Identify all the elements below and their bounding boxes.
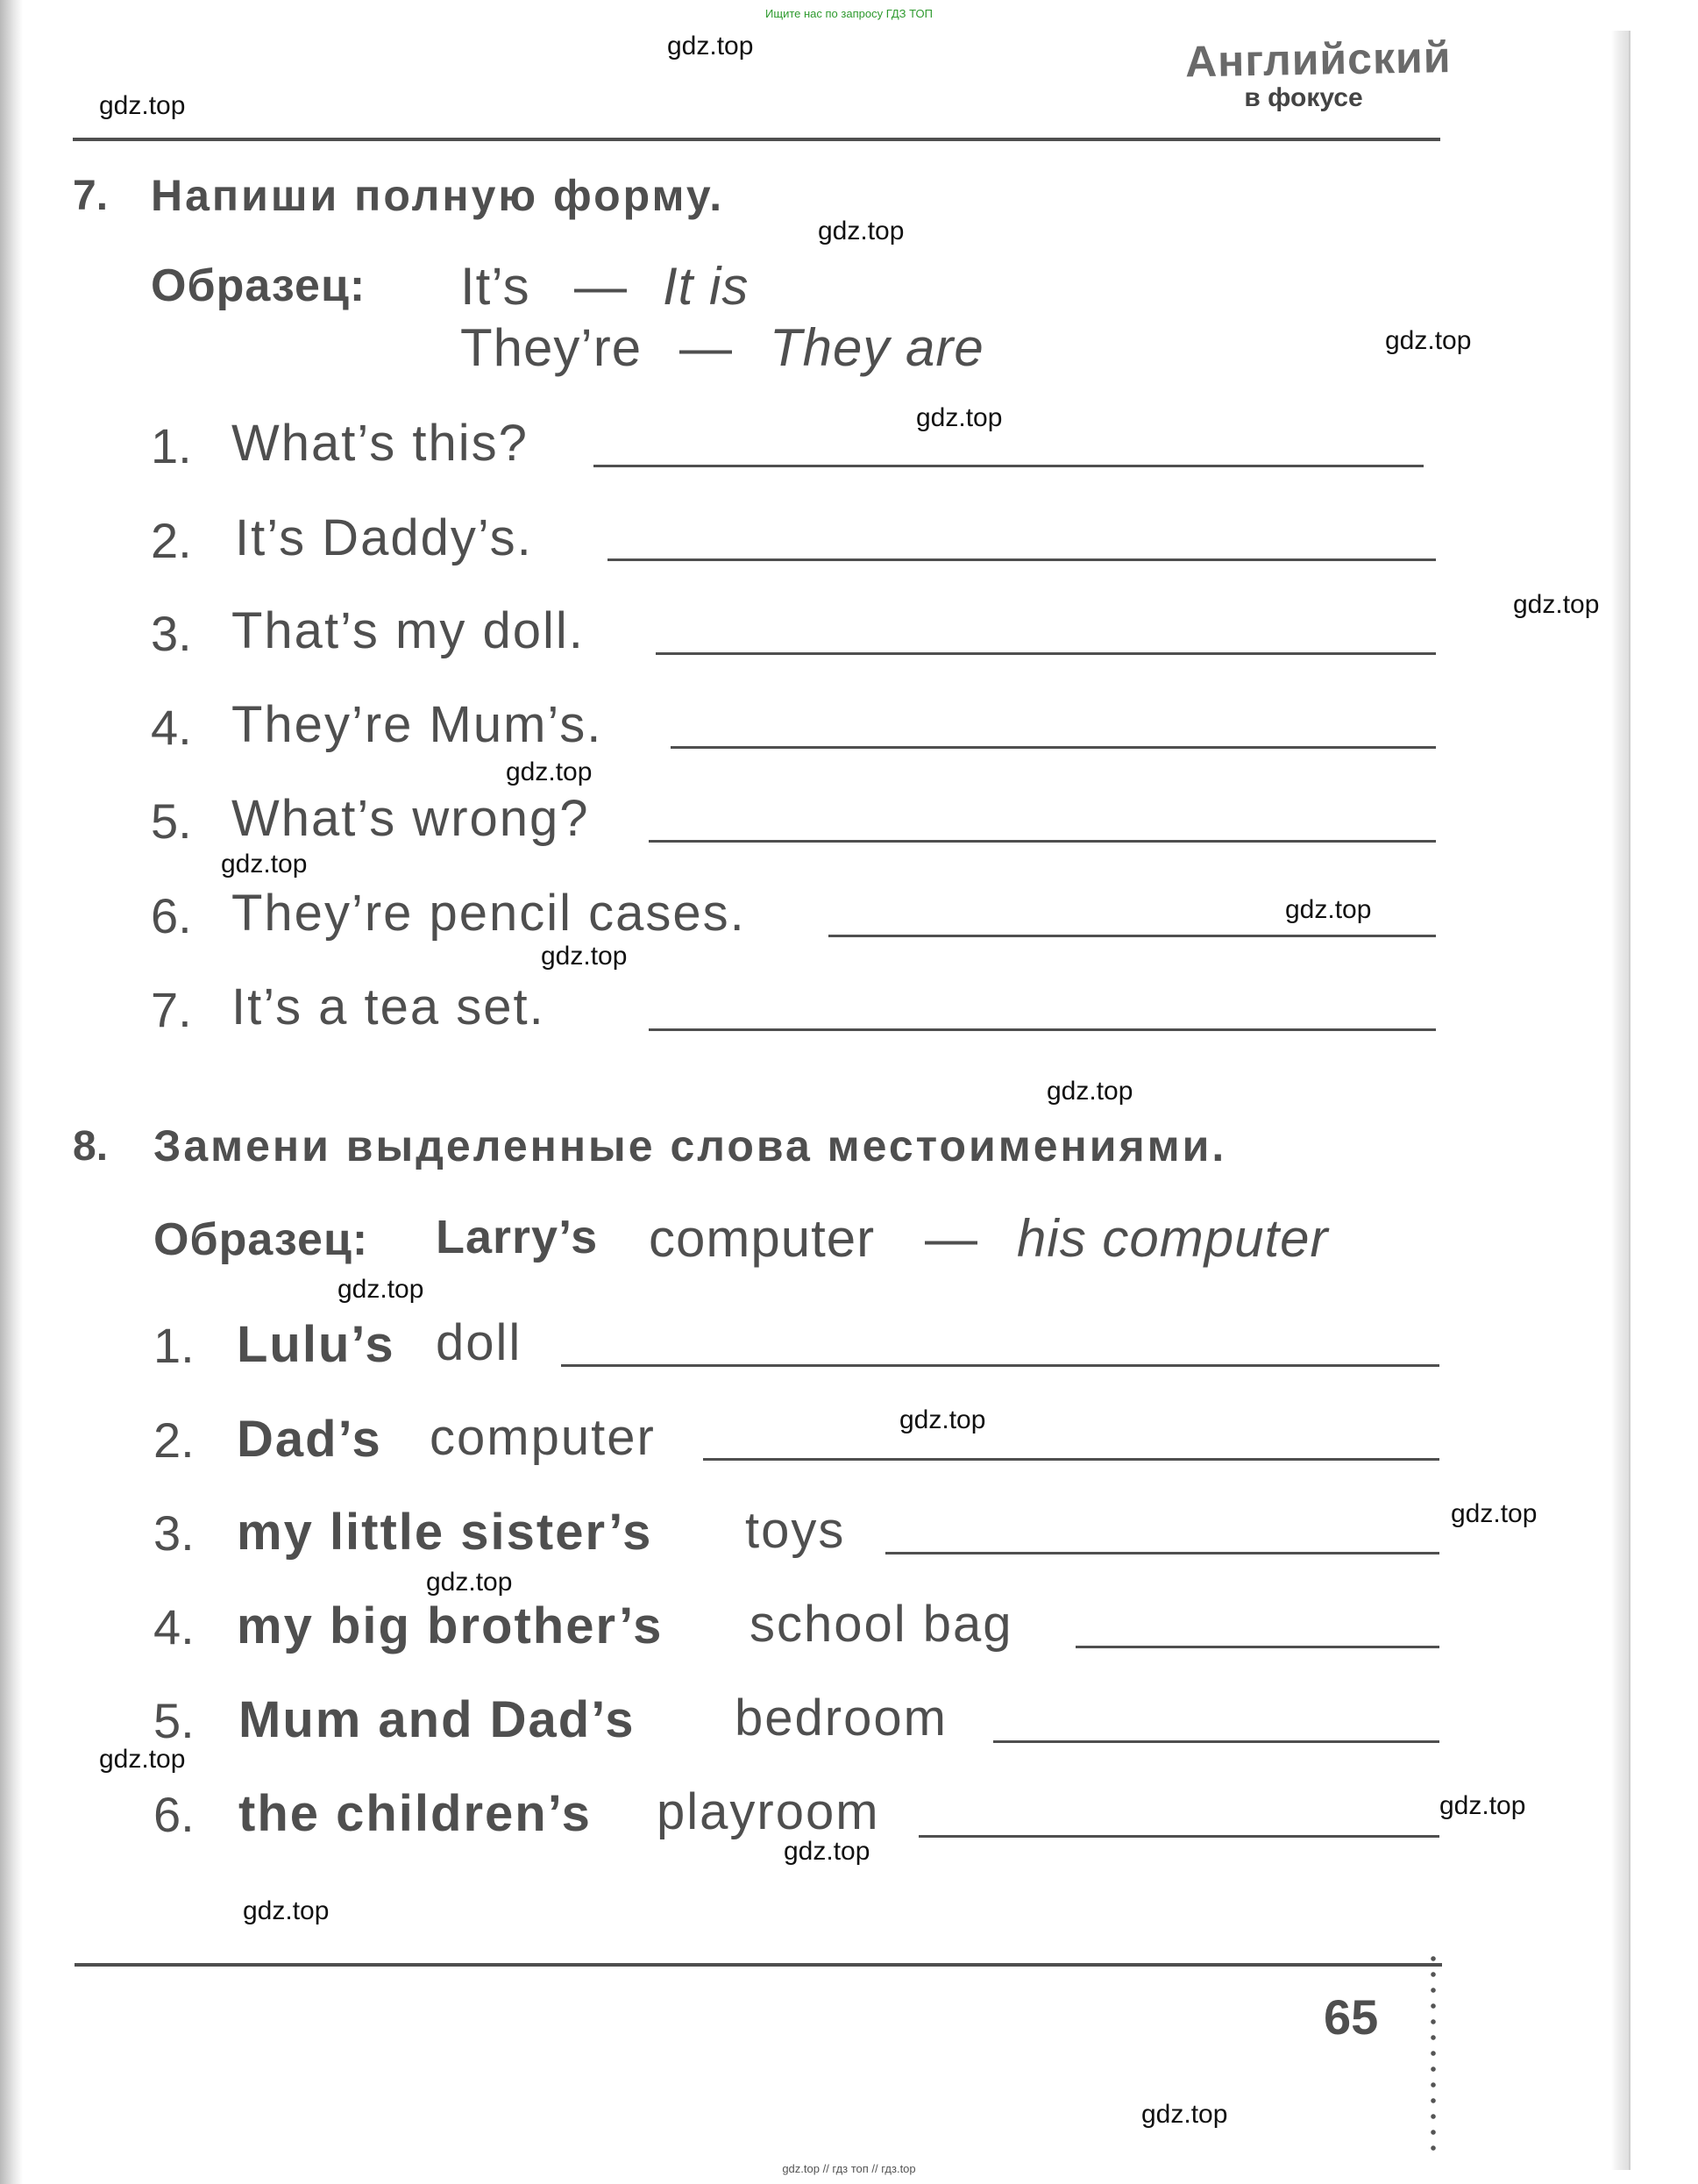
watermark: gdz.top <box>221 850 308 879</box>
ex7-item-1-text: What’s this? <box>231 415 529 472</box>
ex7-item-2-number: 2. <box>151 513 192 568</box>
ex7-item-2-answer-line[interactable] <box>607 558 1436 561</box>
watermark: gdz.top <box>99 1745 186 1774</box>
top-banner: Ищите нас по запросу ГДЗ ТОП <box>765 7 933 20</box>
ex8-item-2-number: 2. <box>153 1412 195 1468</box>
ex7-item-4-number: 4. <box>151 700 192 755</box>
sample-line-1-short: It’s <box>460 257 530 316</box>
logo-title: Английский <box>1184 32 1452 87</box>
exercise-8-sample-answer: his computer <box>1017 1209 1329 1268</box>
exercise-8-title: Замени выделенные слова местоимениями. <box>153 1121 1227 1170</box>
ex8-item-6-number: 6. <box>153 1787 195 1842</box>
ex8-item-5-number: 5. <box>153 1693 195 1748</box>
ex7-item-7-text: It’s a tea set. <box>231 978 545 1035</box>
exercise-7-number: 7. <box>73 173 109 219</box>
ex8-item-1-number: 1. <box>153 1318 195 1373</box>
ex8-item-1-answer-line[interactable] <box>561 1364 1439 1367</box>
watermark: gdz.top <box>1439 1791 1526 1820</box>
ex8-item-1-rest: doll <box>436 1314 522 1371</box>
exercise-7-sample-label: Образец: <box>151 260 366 311</box>
ex7-item-2-text: It’s Daddy’s. <box>235 509 533 566</box>
ex8-item-6-rest: playroom <box>657 1783 880 1840</box>
ex7-item-6-answer-line[interactable] <box>828 935 1436 937</box>
watermark: gdz.top <box>1141 2100 1228 2129</box>
page-number: 65 <box>1324 1989 1379 2045</box>
ex7-item-1-answer-line[interactable] <box>593 465 1424 467</box>
ex8-item-6-bold: the children’s <box>238 1785 592 1842</box>
ex7-item-1-number: 1. <box>151 418 192 473</box>
ex7-item-4-answer-line[interactable] <box>671 746 1436 749</box>
ex8-item-3-bold: my little sister’s <box>237 1504 653 1561</box>
watermark: gdz.top <box>899 1405 986 1434</box>
ex8-item-1-bold: Lulu’s <box>237 1316 395 1373</box>
ex8-item-2-bold: Dad’s <box>237 1411 382 1468</box>
ex8-item-5-rest: bedroom <box>735 1690 948 1746</box>
ex7-item-6-text: They’re pencil cases. <box>231 885 746 942</box>
watermark: gdz.top <box>243 1896 330 1925</box>
exercise-8-sample-rest: computer <box>649 1209 876 1268</box>
book-logo <box>1184 32 1452 123</box>
ex7-item-5-answer-line[interactable] <box>649 840 1436 843</box>
watermark: gdz.top <box>784 1837 870 1866</box>
ex7-item-4-text: They’re Mum’s. <box>231 696 603 753</box>
ex8-item-5-bold: Mum and Dad’s <box>238 1691 636 1748</box>
ex7-item-7-answer-line[interactable] <box>649 1028 1436 1031</box>
exercise-8-sample-dash: — <box>925 1209 978 1268</box>
header-rule <box>73 138 1440 141</box>
sample-line-2-full: They are <box>770 318 984 377</box>
watermark: gdz.top <box>667 32 754 60</box>
ex8-item-3-number: 3. <box>153 1505 195 1561</box>
ex8-item-6-answer-line[interactable] <box>919 1835 1439 1838</box>
watermark: gdz.top <box>1513 590 1600 619</box>
watermark: gdz.top <box>1451 1499 1538 1528</box>
ex8-item-4-number: 4. <box>153 1599 195 1654</box>
ex7-item-3-number: 3. <box>151 606 192 661</box>
page-edge-dots <box>1429 1951 1438 2161</box>
ex7-item-3-answer-line[interactable] <box>656 652 1436 655</box>
exercise-8-sample-bold: Larry’s <box>436 1211 599 1263</box>
bottom-banner: gdz.top // гдз топ // гдз.top <box>782 2162 916 2175</box>
exercise-8-sample-label: Образец: <box>153 1214 369 1265</box>
footer-rule <box>75 1963 1442 1967</box>
exercise-7-title: Напиши полную форму. <box>151 171 725 220</box>
ex8-item-4-rest: school bag <box>750 1596 1013 1653</box>
sample-line-1-full: It is <box>663 257 750 316</box>
watermark: gdz.top <box>506 758 593 786</box>
ex7-item-5-number: 5. <box>151 793 192 849</box>
exercise-8-number: 8. <box>73 1123 109 1170</box>
watermark: gdz.top <box>337 1275 424 1304</box>
ex8-item-4-bold: my big brother’s <box>237 1597 664 1654</box>
ex7-item-6-number: 6. <box>151 888 192 943</box>
watermark: gdz.top <box>1385 326 1472 355</box>
watermark: gdz.top <box>1047 1077 1133 1106</box>
ex7-item-5-text: What’s wrong? <box>231 790 590 847</box>
ex8-item-3-rest: toys <box>745 1502 846 1559</box>
watermark: gdz.top <box>426 1568 513 1597</box>
sample-line-2-short: They’re <box>460 318 643 377</box>
page-right-edge <box>1611 31 1631 2170</box>
page-right-edge-line <box>1629 31 1631 2170</box>
watermark: gdz.top <box>99 91 186 120</box>
watermark: gdz.top <box>1285 895 1372 924</box>
sample-line-2-dash: — <box>679 318 733 377</box>
sample-line-1-dash: — <box>574 257 628 316</box>
ex7-item-3-text: That’s my doll. <box>231 602 585 659</box>
ex8-item-4-answer-line[interactable] <box>1076 1646 1439 1648</box>
page-binding-shadow <box>0 0 23 2184</box>
ex8-item-3-answer-line[interactable] <box>885 1552 1439 1554</box>
logo-subtitle: в фокусе <box>1244 83 1363 112</box>
ex8-item-5-answer-line[interactable] <box>993 1740 1439 1743</box>
watermark: gdz.top <box>818 217 905 245</box>
ex7-item-7-number: 7. <box>151 982 192 1037</box>
ex8-item-2-answer-line[interactable] <box>703 1458 1439 1461</box>
ex8-item-2-rest: computer <box>430 1409 656 1466</box>
watermark: gdz.top <box>916 403 1003 432</box>
watermark: gdz.top <box>541 942 628 971</box>
